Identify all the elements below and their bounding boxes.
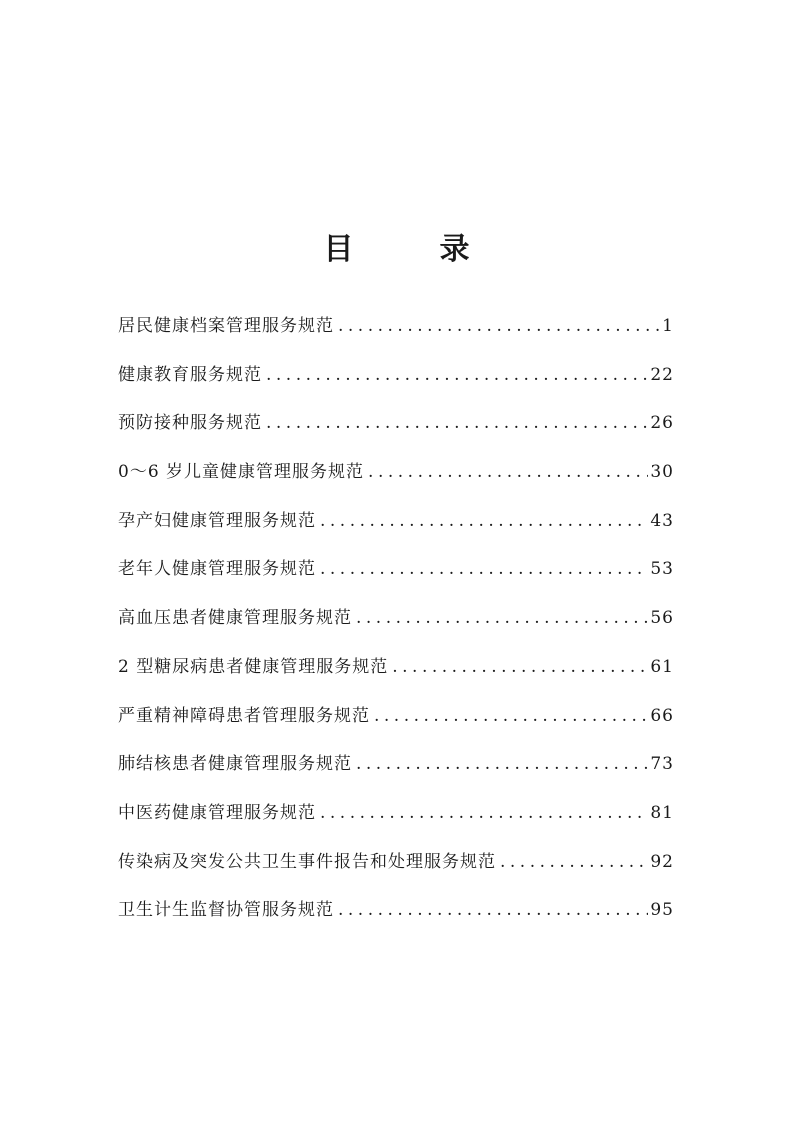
toc-entry[interactable] [118,458,674,507]
toc-entry[interactable] [118,653,674,702]
toc-entry-label: 健康教育服务规范 [118,364,262,385]
toc-dot-leader [338,896,648,924]
toc-entry-label: 老年人健康管理服务规范 [118,559,316,580]
toc-entry[interactable] [118,507,674,556]
toc-page-number: 92 [650,851,674,872]
toc-entry[interactable] [118,555,674,604]
toc-page-number: 22 [650,364,674,385]
toc-page-number: 61 [650,656,674,677]
toc-dot-leader [320,507,648,535]
toc-page-number: 43 [650,510,674,531]
toc-dot-leader [356,604,648,632]
toc-entry[interactable] [118,604,674,653]
toc-dot-leader [266,361,648,389]
toc-entry-label: 2 型糖尿病患者健康管理服务规范 [118,656,389,677]
toc-dot-leader [320,799,648,827]
toc-entry-label: 中医药健康管理服务规范 [118,802,316,823]
toc-page-number: 66 [650,705,674,726]
toc-dot-leader [320,555,648,583]
toc-page-number: 1 [662,316,674,336]
toc-entry-label: 孕产妇健康管理服务规范 [118,510,316,531]
toc-dot-leader [338,312,660,340]
toc-dot-leader [374,702,648,730]
toc-entry-label: 卫生计生监督协管服务规范 [118,900,334,921]
table-of-contents [118,312,674,945]
toc-page-number: 53 [650,559,674,580]
toc-entry-label: 严重精神障碍患者管理服务规范 [118,705,370,726]
toc-entry[interactable] [118,312,674,361]
toc-page-number: 30 [650,462,674,483]
toc-dot-leader [356,750,648,778]
toc-dot-leader [368,458,648,486]
toc-entry-label: 传染病及突发公共卫生事件报告和处理服务规范 [118,851,496,872]
toc-entry[interactable] [118,799,674,848]
toc-entry[interactable] [118,361,674,410]
toc-page-number: 26 [650,413,674,434]
toc-dot-leader [266,409,648,437]
toc-page-number: 95 [650,900,674,921]
toc-entry-label: 高血压患者健康管理服务规范 [118,608,352,629]
page-title: 目 录 [323,232,498,267]
toc-dot-leader [500,848,648,876]
toc-entry-label: 居民健康档案管理服务规范 [118,316,334,336]
toc-entry[interactable] [118,750,674,799]
toc-entry[interactable] [118,896,674,945]
toc-entry-label: 肺结核患者健康管理服务规范 [118,754,352,775]
toc-entry-label: 预防接种服务规范 [118,413,262,434]
toc-entry-label: 0～6 岁儿童健康管理服务规范 [118,462,365,483]
toc-page-number: 81 [650,802,674,823]
toc-entry[interactable] [118,409,674,458]
toc-dot-leader [392,653,648,681]
toc-page-number: 56 [650,608,674,629]
toc-entry[interactable] [118,702,674,751]
toc-entry[interactable] [118,848,674,897]
toc-page-number: 73 [650,754,674,775]
